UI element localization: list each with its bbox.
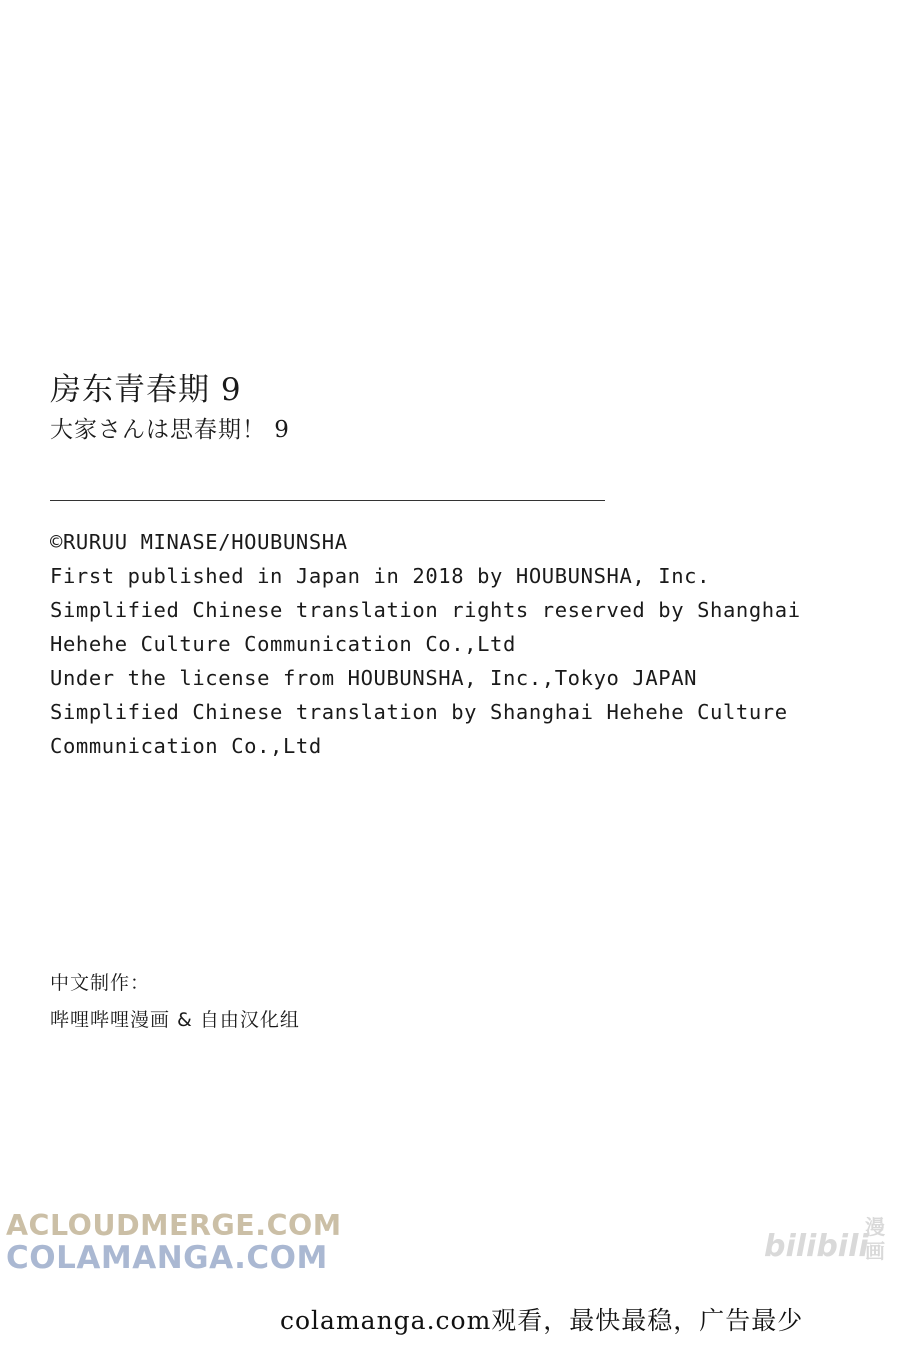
copyright-line: Under the license from HOUBUNSHA, Inc.,Tokyo JAPAN	[50, 666, 698, 690]
copyright-line: Simplified Chinese translation by Shanghai Hehehe Culture	[50, 700, 788, 724]
footer-note: colamanga.com观看，最快最稳，广告最少	[280, 1306, 804, 1335]
copyright-line: Hehehe Culture Communication Co.,Ltd	[50, 632, 516, 656]
manga-label-top: 漫	[865, 1215, 885, 1239]
divider-rule	[50, 500, 605, 501]
bilibili-manga-logo	[762, 1212, 890, 1268]
credits-block	[50, 965, 300, 1039]
title-block	[50, 368, 290, 448]
japanese-title: 大家さんは思春期！ 9	[50, 417, 290, 443]
copyright-line: ©RURUU MINASE/HOUBUNSHA	[50, 530, 348, 554]
copyright-notice	[50, 525, 870, 763]
manga-label-bottom: 画	[865, 1239, 885, 1263]
bilibili-logo-text: bilibili	[764, 1229, 869, 1264]
copyright-line: Simplified Chinese translation rights reserved by Shanghai	[50, 598, 801, 622]
credits-groups: 哔哩哔哩漫画 & 自由汉化组	[50, 1009, 300, 1031]
site-watermark	[4, 1205, 342, 1281]
copyright-line: First published in Japan in 2018 by HOUBUNSHA, Inc.	[50, 564, 711, 588]
watermark-colamanga: COLAMANGA.COM	[6, 1240, 328, 1276]
credits-heading: 中文制作：	[50, 972, 151, 994]
copyright-line: Communication Co.,Ltd	[50, 734, 322, 758]
watermark-acloudmerge: ACLOUDMERGE.COM	[6, 1209, 342, 1242]
chinese-title: 房东青春期 9	[50, 372, 242, 408]
